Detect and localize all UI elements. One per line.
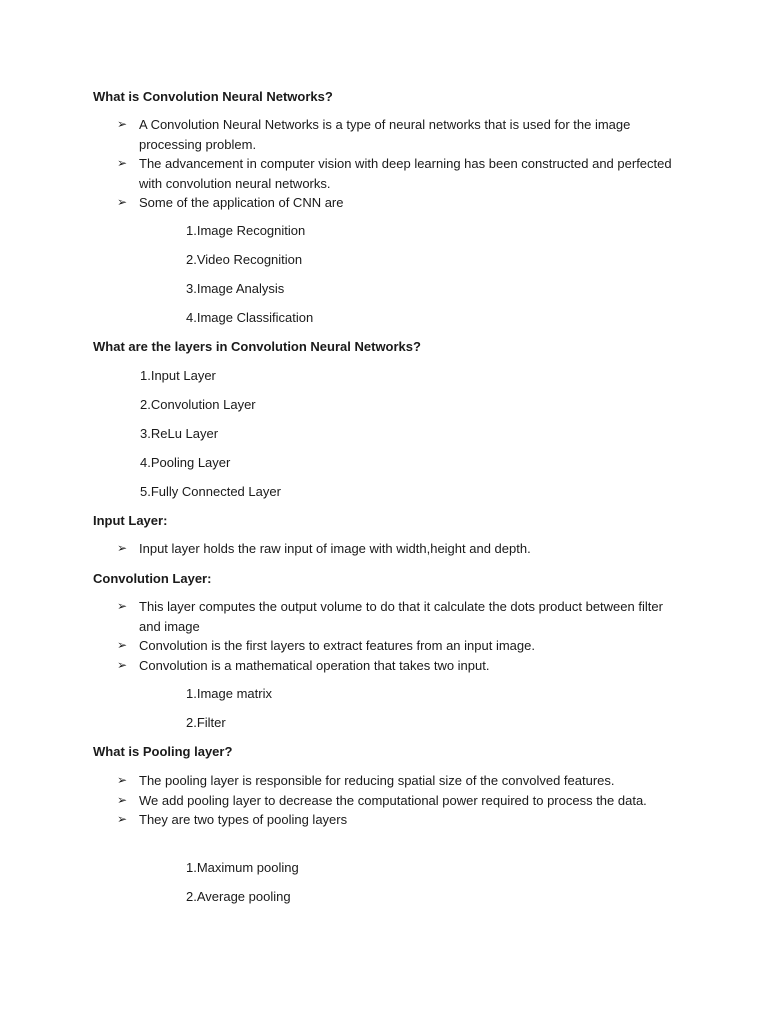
- list-item: ➢ Convolution is the first layers to extract features from an input image.: [117, 636, 677, 656]
- cnn-heading: What is Convolution Neural Networks?: [93, 89, 333, 104]
- list-item: ➢ They are two types of pooling layers: [117, 810, 677, 830]
- convolution-input-item: 2.Filter: [186, 715, 226, 730]
- arrow-bullet-icon: ➢: [117, 117, 128, 131]
- layer-item: 2.Convolution Layer: [140, 397, 256, 412]
- application-item: 2.Video Recognition: [186, 252, 303, 267]
- convolution-bullet-list: [117, 597, 677, 675]
- list-item: ➢ Input layer holds the raw input of image with width,height and depth.: [117, 539, 677, 559]
- arrow-bullet-icon: ➢: [117, 541, 128, 555]
- input-layer-heading: Input Layer:: [93, 513, 168, 528]
- application-item: 1.Image Recognition: [186, 223, 306, 238]
- arrow-bullet-icon: ➢: [117, 599, 128, 613]
- convolution-input-item: 1.Image matrix: [186, 686, 272, 701]
- pooling-heading: What is Pooling layer?: [93, 744, 233, 759]
- pooling-type-item: 1.Maximum pooling: [186, 860, 299, 875]
- pooling-type-item: 2.Average pooling: [186, 889, 291, 904]
- list-item: ➢ The pooling layer is responsible for reducing spatial size of the convolved features.: [117, 771, 677, 791]
- arrow-bullet-icon: ➢: [117, 812, 128, 826]
- cnn-bullet-list: [117, 115, 677, 213]
- arrow-bullet-icon: ➢: [117, 195, 128, 209]
- layer-item: 3.ReLu Layer: [140, 426, 219, 441]
- arrow-bullet-icon: ➢: [117, 156, 128, 170]
- list-item: ➢ This layer computes the output volume to do that it calculate the dots product between filter and image: [117, 599, 663, 634]
- arrow-bullet-icon: ➢: [117, 657, 128, 672]
- layer-item: 5.Fully Connected Layer: [140, 484, 281, 499]
- layer-item: 1.Input Layer: [140, 368, 216, 383]
- arrow-bullet-icon: ➢: [117, 792, 128, 807]
- application-item: 4.Image Classification: [186, 310, 314, 325]
- arrow-bullet-icon: ➢: [117, 773, 128, 787]
- layer-item: 4.Pooling Layer: [140, 455, 231, 470]
- list-item: ➢ We add pooling layer to decrease the computational power required to process the data.: [117, 791, 677, 811]
- application-item: 3.Image Analysis: [186, 281, 285, 296]
- pooling-bullet-list: [117, 771, 677, 830]
- list-item: ➢ The advancement in computer vision with deep learning has been constructed and perfected with convolution neural networks.: [117, 156, 672, 191]
- input-bullet-list: [117, 539, 677, 559]
- list-item: ➢ Some of the application of CNN are: [117, 193, 677, 213]
- list-item: ➢ A Convolution Neural Networks is a type of neural networks that is used for the image processing problem.: [117, 117, 631, 152]
- layers-heading: What are the layers in Convolution Neural Networks?: [93, 339, 421, 354]
- convolution-layer-heading: Convolution Layer:: [93, 571, 212, 586]
- list-item: ➢ Convolution is a mathematical operation that takes two input.: [117, 656, 677, 676]
- arrow-bullet-icon: ➢: [117, 638, 128, 652]
